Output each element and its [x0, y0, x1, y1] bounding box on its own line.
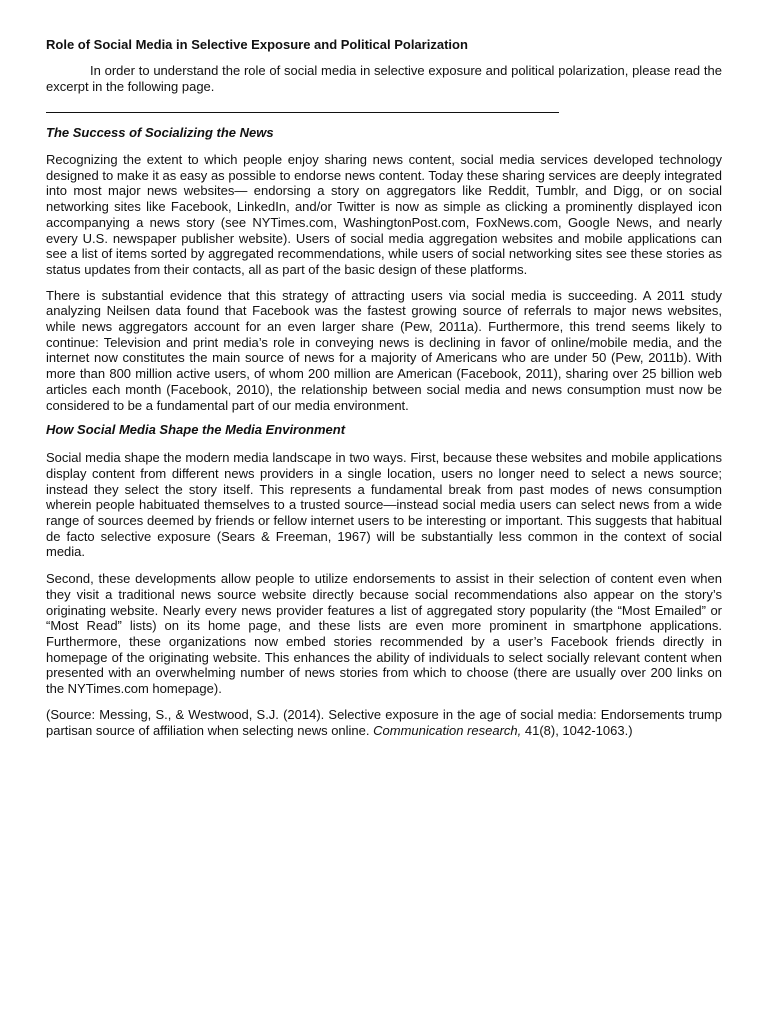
- paragraph-endorsements: Second, these developments allow people to utilize endorsements to assist in their selection of content even when they visit a traditional news source website directly because social recommendations also appear on the story’s originating website. Nearly every news provider features a list of aggregated story popularity (the “Most Emailed” or “Most Read” lists) on its home page, and these lists are even more prominent in smartphone applications. Furthermore, these organizations now embed stories recommended by a user’s Facebook friends directly in homepage of the originating website. This enhances the ability of individuals to select socially relevant content when presented with an overwhelming number of news stories from which to choose (there are usually over 200 links on the NYTimes.com homepage).: [46, 571, 722, 697]
- paragraph-evidence: There is substantial evidence that this strategy of attracting users via social media is succeeding. A 2011 study analyzing Neilsen data found that Facebook was the fastest growing source of referrals to major news websites, while news aggregators account for an even larger share (Pew, 2011a). Furthermore, this trend seems likely to continue: Television and print media’s role in conveying news is declining in favor of online/mobile media, and the internet now constitutes the main source of news for a majority of Americans who are under 50 (Pew, 2011b). With more than 800 million active users, of whom 200 million are American (Facebook, 2011), sharing over 25 billion web articles each month (Facebook, 2010), the relationship between social media and news consumption must now be considered to be a fundamental part of our media environment.: [46, 287, 722, 413]
- paragraph-sharing-services: Recognizing the extent to which people enjoy sharing news content, social media services developed technology designed to make it as easy as possible to endorse news content. Today these sharing services are deeply integrated into most major news websites— endorsing a story on aggregators like Reddit, Tumblr, and Digg, or on social networking sites like Facebook, LinkedIn, and/or Twitter is now as simple as clicking a prominently displayed icon accompanying a news story (see NYTimes.com, WashingtonPost.com, FoxNews.com, Google News, and nearly every U.S. newspaper publisher website). Users of social media aggregation websites and mobile applications can see a list of items sorted by aggregated recommendations, while users of social networking sites see these stories as status updates from their contacts, all as part of the basic design of these platforms.: [46, 152, 722, 277]
- section-heading-success: The Success of Socializing the News: [46, 125, 274, 140]
- section-heading-media-environment: How Social Media Shape the Media Environment: [46, 422, 346, 438]
- citation-text: (Source: Messing, S., & Westwood, S.J. (2014). Selective exposure in the age of social media: Endorsements trump partisan source of affiliation when selecting news online.: [46, 706, 722, 738]
- document-page: [46, 36, 722, 739]
- horizontal-rule: [46, 112, 559, 113]
- citation-journal: Communication research,: [373, 722, 522, 738]
- source-citation: [46, 707, 722, 739]
- intro-paragraph: In order to understand the role of social media in selective exposure and political polarization, please read the excerpt in the following page.: [46, 63, 722, 94]
- document-title: Role of Social Media in Selective Exposure and Political Polarization: [46, 37, 468, 52]
- paragraph-landscape: Social media shape the modern media landscape in two ways. First, because these websites and mobile applications display content from different news providers in a single location, users no longer need to select a news source; instead they select the story itself. This represents a fundamental break from past modes of news consumption wherein people habituated themselves to a trusted source—instead social media users can select news from a wide range of sources deemed by friends or fellow internet users to be interesting or important. This suggests that habitual de facto selective exposure (Sears & Freeman, 1967) will be substantially less common in the context of social media.: [46, 450, 722, 560]
- citation-details: 41(8), 1042-1063.): [521, 722, 633, 738]
